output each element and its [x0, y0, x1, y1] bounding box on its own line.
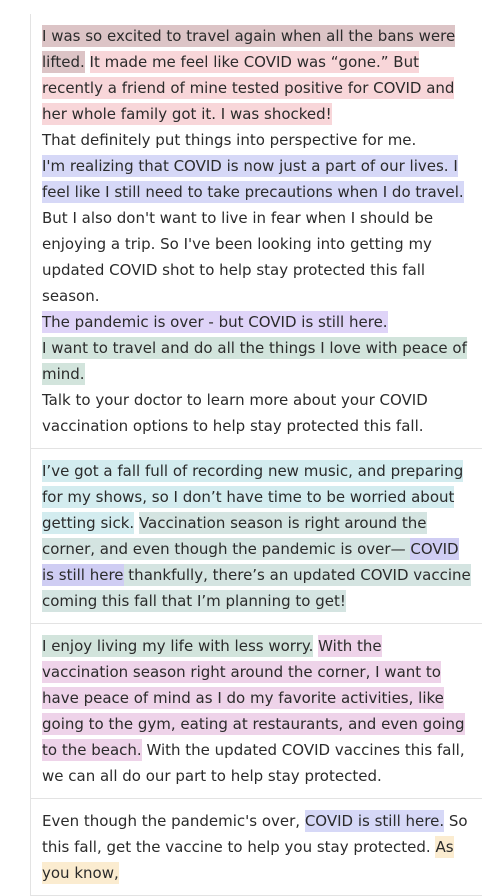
highlighted-span[interactable]: I want to travel and do all the things I love with peace of mind. — [42, 339, 467, 383]
paragraph — [42, 309, 472, 335]
paragraph — [42, 633, 472, 789]
paragraph — [42, 23, 472, 127]
paragraph — [42, 127, 472, 153]
highlighted-span[interactable]: I enjoy living my life with less worry. — [42, 637, 314, 655]
plain-text — [85, 53, 90, 71]
paragraph — [42, 153, 472, 309]
highlighted-span[interactable]: I was so excited to travel again when all the bans were lifted. — [42, 27, 456, 71]
text-card — [31, 449, 482, 624]
plain-text: Even though the pandemic's over, — [42, 812, 305, 830]
paragraph — [42, 808, 472, 886]
paragraph — [42, 458, 472, 614]
highlighted-span[interactable]: As you know, — [42, 838, 454, 882]
text-card — [31, 799, 482, 896]
annotation-column — [30, 14, 482, 896]
highlighted-span[interactable]: I'm realizing that COVID is now just a part of our lives. I feel like I still need to take precautions when I do travel. — [42, 157, 464, 201]
highlighted-span[interactable]: Vaccination season is right around the corner, and even though the pandemic is over— — [42, 514, 427, 558]
text-card — [31, 14, 482, 449]
highlighted-span[interactable]: With the vaccination season right around the corner, I want to have peace of mind as I do my favorite activities, like going to the gym, eating at restaurants, and even going to the beach. — [42, 637, 465, 759]
highlighted-span[interactable]: COVID is still here. — [304, 812, 445, 830]
highlighted-span[interactable]: The pandemic is over - but COVID is still here. — [42, 313, 388, 331]
highlighted-span[interactable]: COVID is still here — [42, 540, 459, 584]
plain-text: But I also don't want to live in fear when I should be enjoying a trip. So I've been looking into getting my updated COVID shot to help stay protected this fall season. — [42, 209, 434, 305]
text-card — [31, 624, 482, 799]
highlighted-span[interactable]: I’ve got a fall full of recording new music, and preparing for my shows, so I don’t have time to be worried about getting sick. — [42, 462, 464, 532]
highlighted-span[interactable]: thankfully, there’s an updated COVID vaccine coming this fall that I’m planning to get! — [42, 566, 471, 610]
paragraph — [42, 335, 472, 387]
plain-text: So this fall, get the vaccine to help you stay protected. — [42, 812, 468, 856]
paragraph — [42, 387, 472, 439]
plain-text: Talk to your doctor to learn more about your COVID vaccination options to help stay protected this fall. — [42, 391, 428, 435]
plain-text: That definitely put things into perspective for me. — [42, 131, 417, 149]
highlighted-span[interactable]: It made me feel like COVID was “gone.” But recently a friend of mine tested positive for COVID and her whole family got it. I was shocked! — [42, 53, 455, 123]
plain-text: With the updated COVID vaccines this fall, we can all do our part to help stay protected. — [42, 741, 465, 785]
